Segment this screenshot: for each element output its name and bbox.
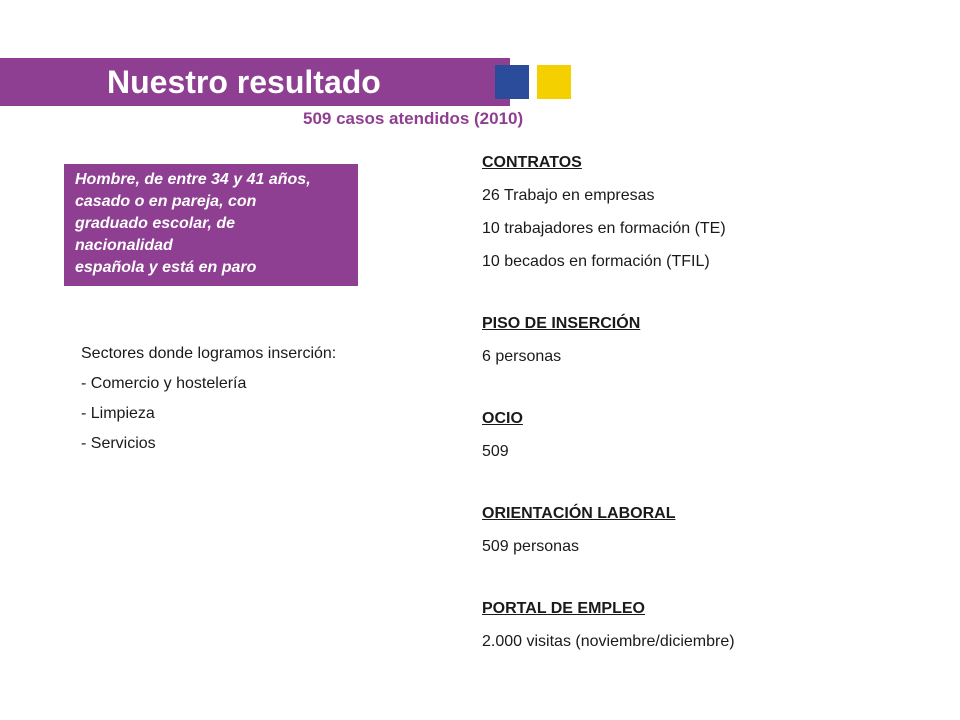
profile-line: Hombre, de entre 34 y 41 años, xyxy=(75,171,311,188)
contratos-heading: CONTRATOS xyxy=(482,154,582,171)
profile-summary-box xyxy=(64,164,358,286)
portal-heading: PORTAL DE EMPLEO xyxy=(482,600,645,617)
sectors-heading: Sectores donde logramos inserción: xyxy=(81,345,337,362)
contratos-line: 10 trabajadores en formación (TE) xyxy=(482,220,726,237)
contratos-line: 10 becados en formación (TFIL) xyxy=(482,253,710,270)
sector-item: - Servicios xyxy=(81,435,156,452)
blue-square-decoration xyxy=(495,65,529,99)
profile-line: nacionalidad xyxy=(75,237,173,254)
orientacion-line: 509 personas xyxy=(482,538,579,555)
page-subtitle: 509 casos atendidos (2010) xyxy=(303,109,524,128)
yellow-square-decoration xyxy=(537,65,571,99)
profile-line: casado o en pareja, con xyxy=(75,193,257,210)
piso-heading: PISO DE INSERCIÓN xyxy=(482,315,641,332)
sectors-list xyxy=(81,344,341,454)
piso-line: 6 personas xyxy=(482,348,562,365)
sector-item: - Limpieza xyxy=(81,405,155,422)
page-title: Nuestro resultado xyxy=(107,64,381,100)
profile-line: graduado escolar, de xyxy=(75,215,236,232)
sector-item: - Comercio y hostelería xyxy=(81,375,247,392)
contratos-line: 26 Trabajo en empresas xyxy=(482,187,655,204)
portal-line: 2.000 visitas (noviembre/diciembre) xyxy=(482,633,735,650)
profile-line: española y está en paro xyxy=(75,259,257,276)
orientacion-heading: ORIENTACIÓN LABORAL xyxy=(482,505,676,522)
ocio-line: 509 xyxy=(482,443,509,460)
results-column xyxy=(482,152,802,653)
ocio-heading: OCIO xyxy=(482,410,523,427)
